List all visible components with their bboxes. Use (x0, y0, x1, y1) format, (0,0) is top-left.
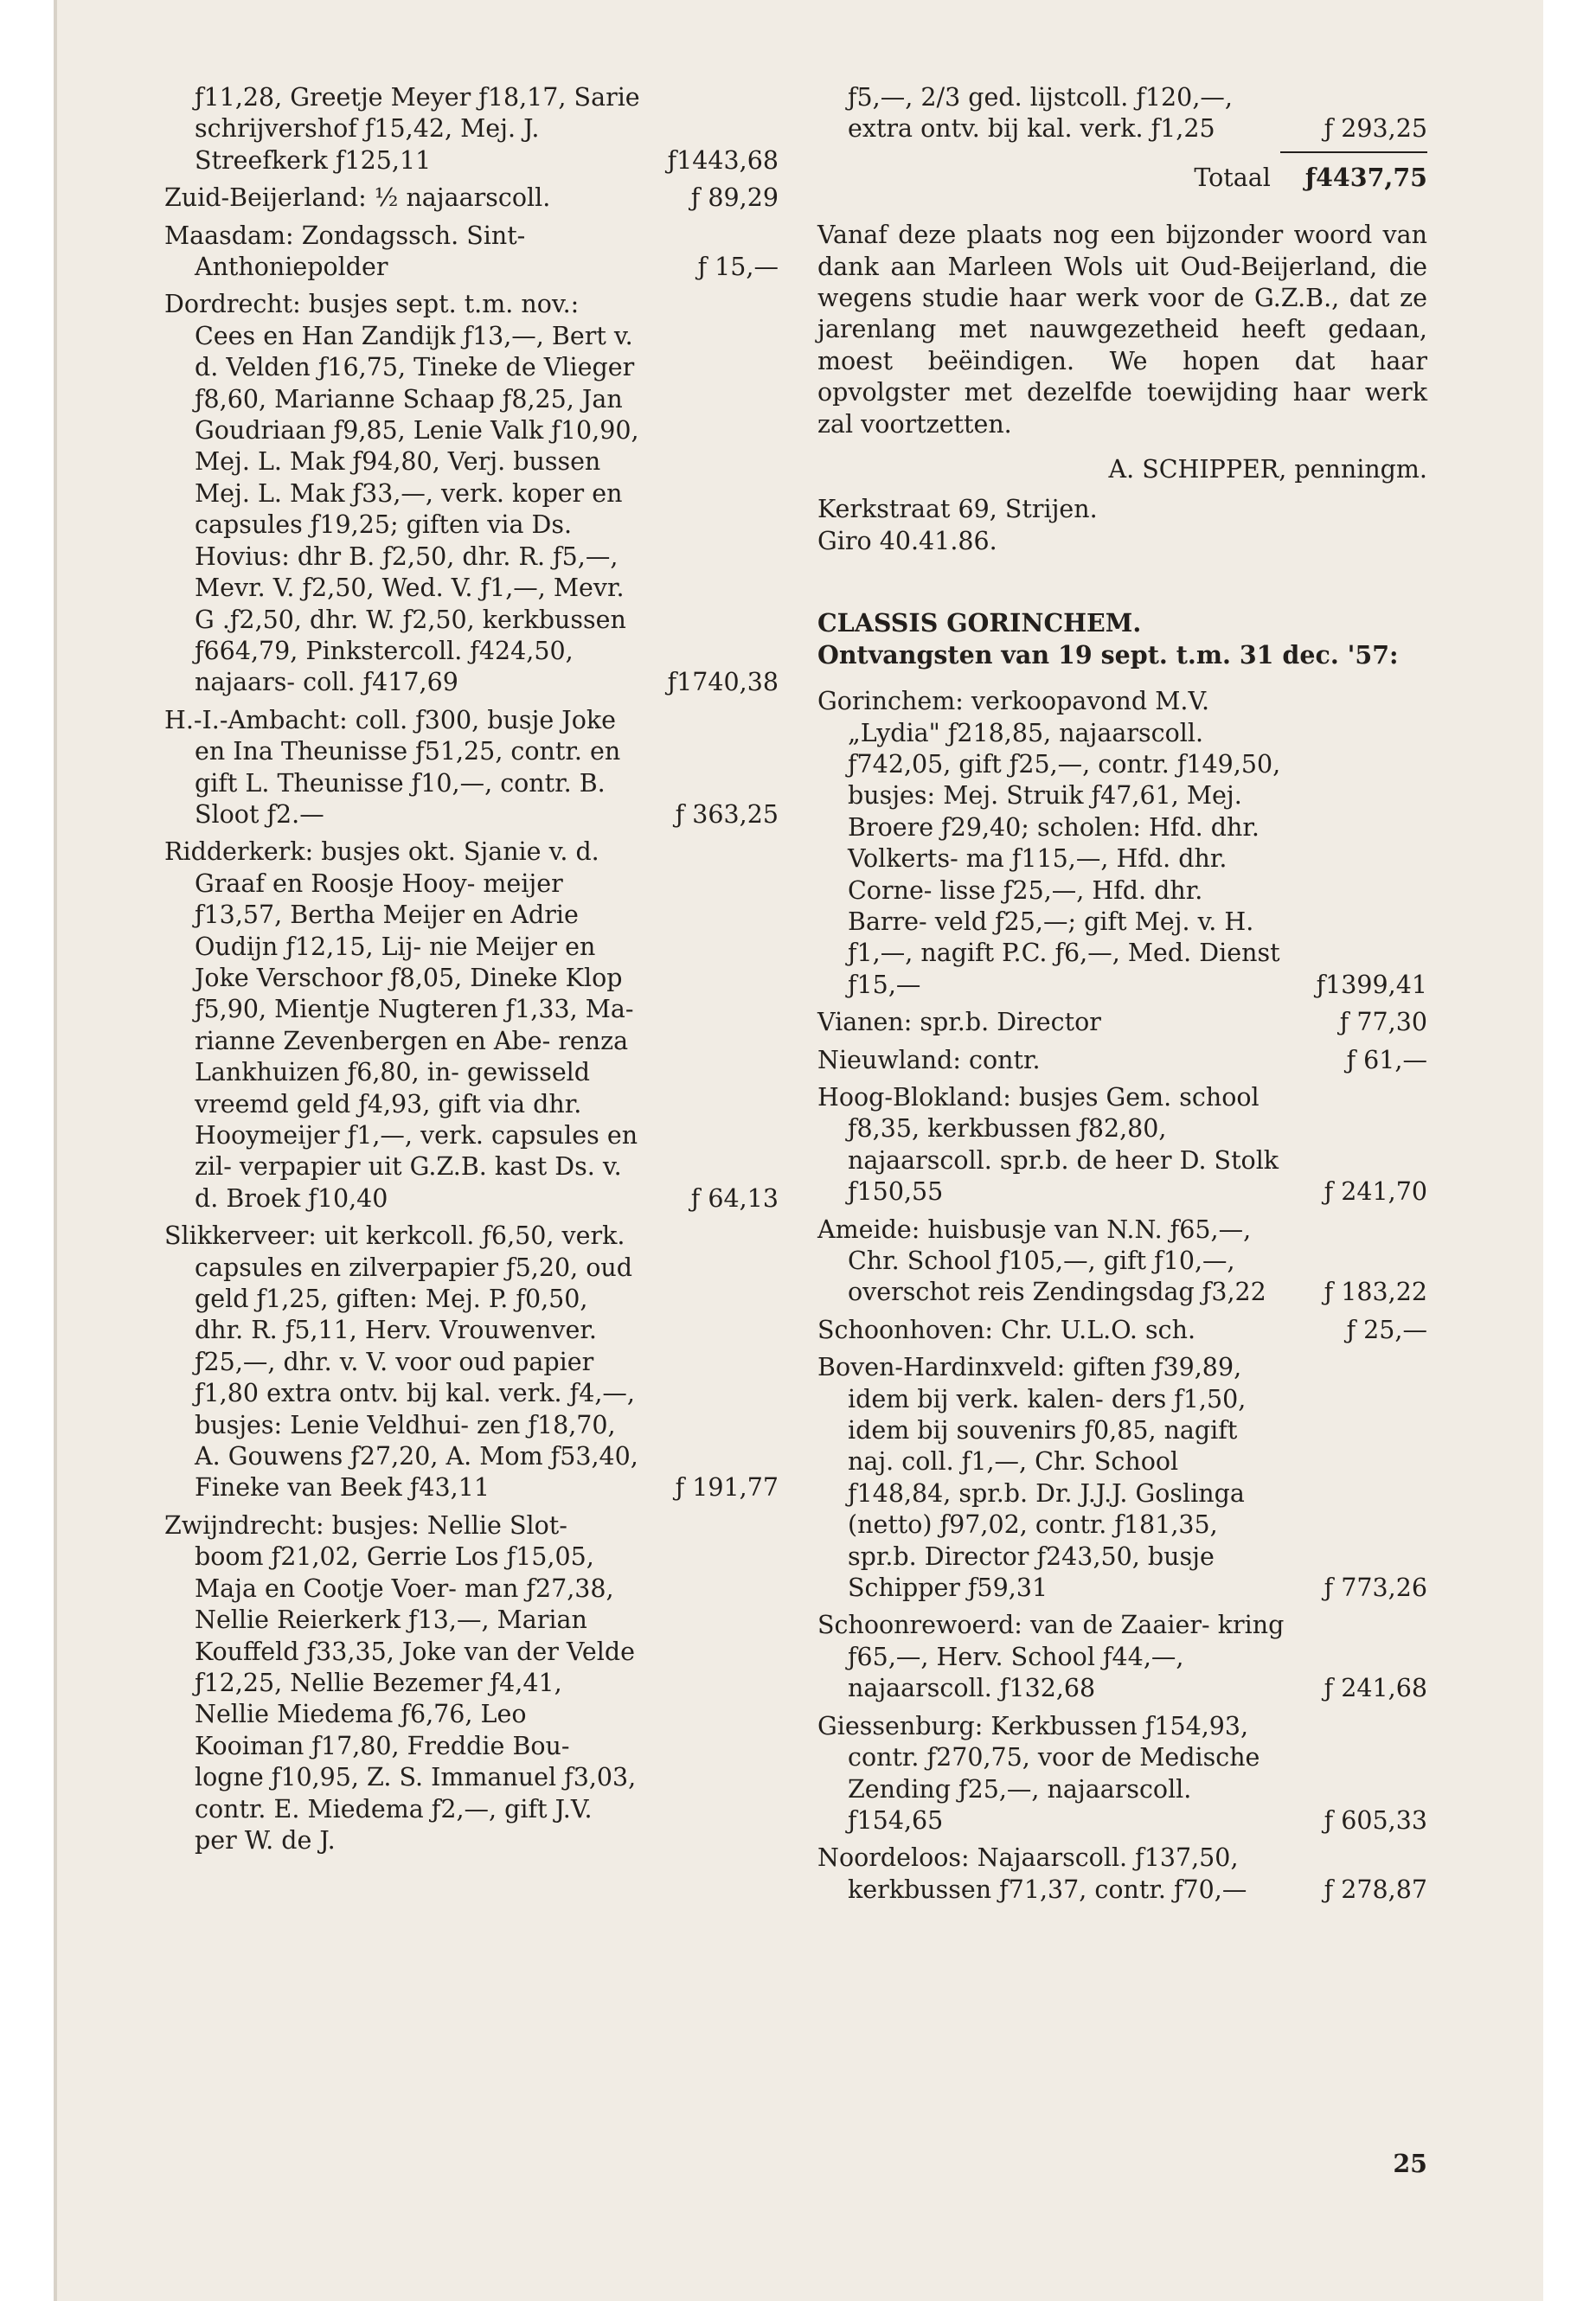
entry-amount: ƒ 363,25 (675, 799, 779, 829)
signature: A. SCHIPPER, penningm. (1108, 455, 1427, 484)
entry-amount: ƒ 241,68 (1324, 1674, 1427, 1703)
ledger-entry (817, 1315, 1427, 1346)
entry-text: Nieuwland: contr. (817, 1045, 1041, 1074)
ledger-entry (164, 289, 779, 698)
ledger-entry (817, 1711, 1427, 1837)
ledger-entry (817, 1215, 1427, 1309)
entry-amount: ƒ1399,41 (1316, 970, 1427, 999)
entry-amount: ƒ 89,29 (690, 183, 779, 213)
ledger-entry (164, 82, 779, 176)
ledger-entry (817, 82, 1427, 145)
entry-text: Hoog-Blokland: busjes Gem. school ƒ8,35, kerkbussen ƒ82,80, najaarscoll. spr.b. de heer D. Stolk ƒ150,55 (817, 1082, 1279, 1207)
entry-amount: ƒ 183,22 (1324, 1278, 1427, 1307)
page-number: 25 (1393, 2149, 1427, 2178)
ledger-entry (817, 1610, 1427, 1704)
entry-text: Vianen: spr.b. Director (817, 1008, 1101, 1037)
ledger-entry (164, 1510, 779, 1856)
entry-amount: ƒ 605,33 (1324, 1805, 1427, 1835)
ledger-entry (164, 705, 779, 831)
entry-amount: ƒ 25,— (1346, 1315, 1427, 1344)
entry-text: Ridderkerk: busjes okt. Sjanie v. d. Graaf en Roosje Hooy- meijer ƒ13,57, Bertha Meijer en Adrie Oudijn ƒ12,15, Lij- nie Meijer en Joke Verschoor ƒ8,05, Dineke Klop ƒ5,90, Mientje Nugteren ƒ1,33, Ma- rianne Zevenbergen en Abe- renza Lankhuizen ƒ6,80, in- gewisseld vreemd geld ƒ4,93, gift via dhr. Hooymeijer ƒ1,—, verk. capsules en zil- verpapier uit G.Z.B. kast Ds. v. d. Broek ƒ10,40 (164, 837, 638, 1213)
entry-text: Slikkerveer: uit kerkcoll. ƒ6,50, verk. capsules en zilverpapier ƒ5,20, oud geld ƒ1,25, giften: Mej. P. ƒ0,50, dhr. R. ƒ5,11, Herv. Vrouwenver. ƒ25,—, dhr. v. V. voor oud papier ƒ1,80 extra ontv. bij kal. verk. ƒ4,—, busjes: Lenie Veldhui- zen ƒ18,70, A. Gouwens ƒ27,20, A. Mom ƒ53,40, Fineke van Beek ƒ43,11 (164, 1221, 638, 1503)
ledger-entry (164, 1221, 779, 1504)
entry-amount: ƒ 61,— (1346, 1045, 1427, 1074)
entry-text: Dordrecht: busjes sept. t.m. nov.: Cees en Han Zandijk ƒ13,—, Bert v. d. Velden ƒ16,75, Tineke de Vlieger ƒ8,60, Marianne Schaap ƒ8,25, Jan Goudriaan ƒ9,85, Lenie Valk ƒ10,90, Mej. L. Mak ƒ94,80, Verj. bussen Mej. L. Mak ƒ33,—, verk. koper en capsules ƒ19,25; giften via Ds. Hovius: dhr B. ƒ2,50, dhr. R. ƒ5,—, Mevr. V. ƒ2,50, Wed. V. ƒ1,—, Mevr. G .ƒ2,50, dhr. W. ƒ2,50, kerkbussen ƒ664,79, Pinkstercoll. ƒ424,50, najaars- coll. ƒ417,69 (164, 290, 639, 697)
total-line (817, 162, 1427, 194)
total-rule (1280, 151, 1427, 153)
ledger-entry (164, 183, 779, 214)
entry-amount: ƒ 278,87 (1324, 1875, 1427, 1904)
entry-text: Ameide: huisbusje van N.N. ƒ65,—, Chr. School ƒ105,—, gift ƒ10,—, overschot reis Zendingsdag ƒ3,22 (817, 1215, 1266, 1307)
entry-amount: ƒ 241,70 (1324, 1177, 1427, 1207)
entry-text: Maasdam: Zondagssch. Sint- Anthoniepolder (164, 221, 526, 282)
entry-text: Zwijndrecht: busjes: Nellie Slot- boom ƒ21,02, Gerrie Los ƒ15,05, Maja en Cootje Voer- man ƒ27,38, Nellie Reierkerk ƒ13,—, Marian Kouffeld ƒ33,35, Joke van der Velde ƒ12,25, Nellie Bezemer ƒ4,41, Nellie Miedema ƒ6,76, Leo Kooiman ƒ17,80, Freddie Bou- logne ƒ10,95, Z. S. Immanuel ƒ3,03, contr. E. Miedema ƒ2,—, gift J.V. per W. de J. (164, 1510, 637, 1855)
entry-amount: ƒ 77,30 (1339, 1008, 1427, 1037)
page-edge (54, 0, 57, 2301)
entry-text: Gorinchem: verkoopavond M.V. „Lydia" ƒ218,85, najaarscoll. ƒ742,05, gift ƒ25,—, contr. ƒ149,50, busjes: Mej. Struik ƒ47,61, Mej. Broere ƒ29,40; scholen: Hfd. dhr. Volkerts- ma ƒ115,—, Hfd. dhr. Corne- lisse ƒ25,—, Hfd. dhr. Barre- veld ƒ25,—; gift Mej. v. H. ƒ1,—, nagift P.C. ƒ6,—, Med. Dienst ƒ15,— (817, 687, 1281, 999)
ledger-entry (817, 1843, 1427, 1906)
left-column (164, 82, 779, 1862)
giro-line: Giro 40.41.86. (817, 526, 997, 555)
total-label: Totaal (1194, 163, 1271, 192)
ledger-entry (817, 686, 1427, 1001)
section-subheading: Ontvangsten van 19 sept. t.m. 31 dec. '57: (817, 639, 1399, 670)
section-heading: CLASSIS GORINCHEM. (817, 608, 1142, 638)
entry-text: Boven-Hardinxveld: giften ƒ39,89, idem bij verk. kalen- ders ƒ1,50, idem bij souvenirs ƒ0,85, nagift naj. coll. ƒ1,—, Chr. School ƒ148,84, spr.b. Dr. J.J.J. Goslinga (netto) ƒ97,02, contr. ƒ181,35, spr.b. Director ƒ243,50, busje Schipper ƒ59,31 (817, 1353, 1247, 1603)
entry-amount: ƒ 64,13 (690, 1183, 779, 1213)
address-line: Kerkstraat 69, Strijen. (817, 495, 1098, 524)
entry-text: Zuid-Beijerland: ½ najaarscoll. (164, 183, 551, 213)
entry-amount: ƒ1740,38 (667, 668, 779, 697)
entry-amount: ƒ 191,77 (675, 1473, 779, 1503)
entry-text: ƒ11,28, Greetje Meyer ƒ18,17, Sarie schrijvershof ƒ15,42, Mej. J. Streefkerk ƒ125,11 (195, 83, 640, 175)
entry-amount: ƒ 773,26 (1324, 1574, 1427, 1603)
total-amount: ƒ4437,75 (1304, 162, 1427, 192)
entry-text: ƒ5,—, 2/3 ged. lijstcoll. ƒ120,—, extra ontv. bij kal. verk. ƒ1,25 (848, 83, 1233, 144)
ledger-entry (817, 1082, 1427, 1208)
ledger-entry (817, 1045, 1427, 1076)
ledger-entry (817, 1007, 1427, 1038)
ledger-entry (164, 221, 779, 284)
ledger-entry (817, 1352, 1427, 1604)
entry-text: Schoonrewoerd: van de Zaaier- kring ƒ65,—, Herv. School ƒ44,—, najaarscoll. ƒ132,68 (817, 1611, 1285, 1703)
entry-text: Schoonhoven: Chr. U.L.O. sch. (817, 1315, 1196, 1344)
ledger-entry (164, 836, 779, 1215)
thanks-paragraph: Vanaf deze plaats nog een bijzonder woord van dank aan Marleen Wols uit Oud-Beijerland, die wegens studie haar werk voor de G.Z.B., dat ze jarenlang met nauwgezetheid heeft gedaan, moest beëindigen. We hopen dat haar opvolgster met dezelfde toewijding haar werk zal voortzetten. (817, 221, 1427, 439)
entry-amount: ƒ 293,25 (1324, 114, 1427, 144)
entry-amount: ƒ 15,— (697, 253, 779, 282)
entry-amount: ƒ1443,68 (667, 145, 779, 175)
entry-text: Giessenburg: Kerkbussen ƒ154,93, contr. ƒ270,75, voor de Medische Zending ƒ25,—, najaarscoll. ƒ154,65 (817, 1711, 1260, 1835)
right-column (817, 82, 1427, 2178)
entry-text: Noordeloos: Najaarscoll. ƒ137,50, kerkbussen ƒ71,37, contr. ƒ70,— (817, 1843, 1247, 1904)
entry-text: H.-I.-Ambacht: coll. ƒ300, busje Joke en Ina Theunisse ƒ51,25, contr. en gift L. Theunisse ƒ10,—, contr. B. Sloot ƒ2.— (164, 705, 621, 829)
